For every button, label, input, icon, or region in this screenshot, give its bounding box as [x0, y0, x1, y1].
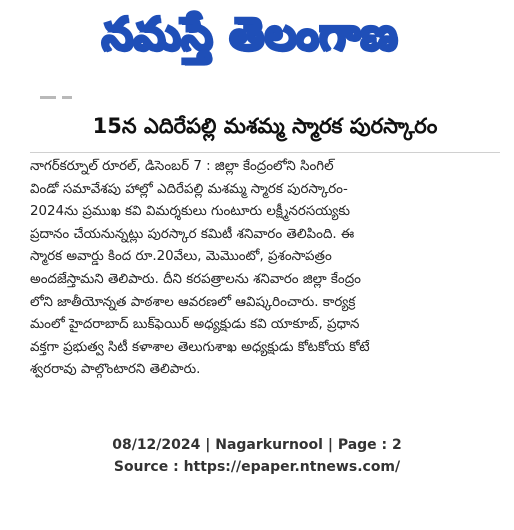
article-headline: 15న ఎదిరేపల్లి మశమ్మ స్మారక పురస్కారం — [92, 114, 438, 138]
clipping-footer — [0, 434, 514, 478]
article-line: వక్తగా ప్రభుత్వ సిటీ కళాశాల తెలుగుశాఖ అధ్యక్షుడు కోటకోయ కోటే — [30, 339, 370, 355]
clipping-source: Source : https://epaper.ntnews.com/ — [113, 459, 401, 475]
article-line: లోని జాతీయోన్నత పాఠశాల ఆవరణలో ఆవిష్కరించారు. కార్యక్ర — [30, 294, 356, 310]
article-line: స్మారక అవార్డు కింద రూ.20వేలు, మెమొంటో, ప్రశంసాపత్రం — [30, 249, 332, 265]
scan-artifact — [62, 96, 72, 99]
article-line: మంలో హైదరాబాద్ బుక్‌ఫెయిర్ అధ్యక్షుడు కవి యాకూబ్, ప్రధాన — [30, 317, 360, 333]
article-line: అందజేస్తామని తెలిపారు. దీని కరపత్రాలను శనివారం జిల్లా కేంద్రం — [30, 271, 361, 287]
masthead-logo-text: నమస్తే తెలంగాణ — [101, 9, 399, 60]
article-line: ప్రదానం చేయనున్నట్లు పురస్కార కమిటీ శనివారం తెలిపింది. ఈ — [30, 226, 355, 242]
article-line: శ్వరరావు పాల్గొంటారని తెలిపారు. — [30, 362, 201, 378]
newspaper-masthead — [40, 4, 460, 76]
article-line: నాగర్‌కర్నూల్ రూరల్, డిసెంబర్ 7 : జిల్లా కేంద్రంలోని సింగిల్ — [30, 159, 334, 174]
article-headline-box — [30, 106, 500, 153]
clipping-meta: 08/12/2024 | Nagarkurnool | Page : 2 — [112, 437, 402, 453]
scan-artifact — [40, 96, 56, 99]
article-line: 2024ను ప్రముఖ కవి విమర్శకులు గుంటూరు లక్ష్మీనరసయ్యకు — [30, 204, 351, 220]
article-line: విండో సమావేశపు హాల్లో ఎదిరేపల్లి మశమ్మ స్మారక పురస్కారం- — [30, 181, 348, 197]
article-body — [30, 156, 500, 382]
